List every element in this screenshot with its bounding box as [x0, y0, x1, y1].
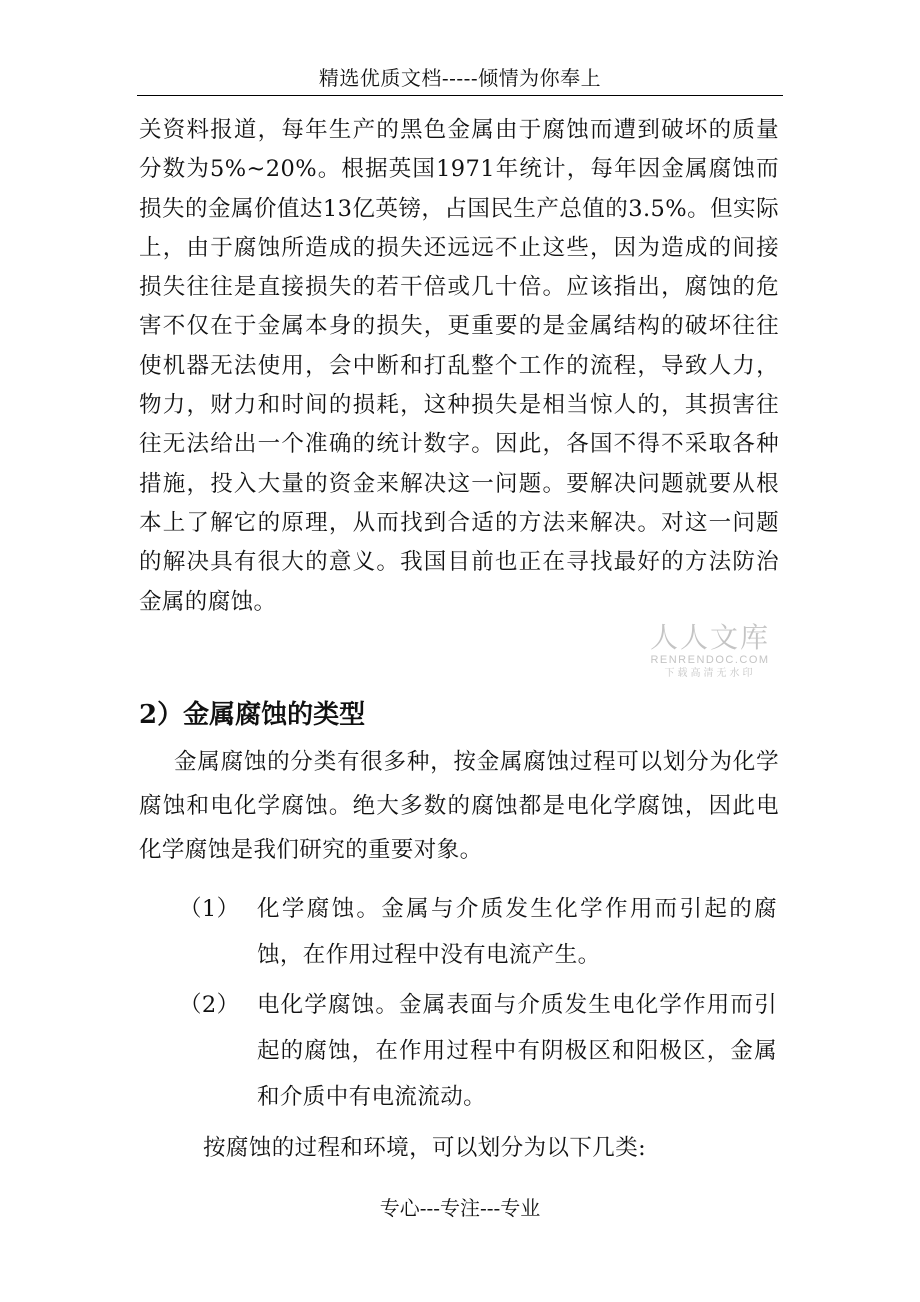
body-paragraph: 关资料报道，每年生产的黑色金属由于腐蚀而遭到破坏的质量分数为5%~20%。根据英国1971年统计，每年因金属腐蚀而损失的金属价值达13亿英镑，占国民生产总值的3.5%。但实际上，由于腐蚀所造成的损失还远远不止这些，因为造成的间接损失往往是直接损失的若干倍或几十倍。应该指出，腐蚀的危害不仅在于金属本身的损失，更重要的是金属结构的破坏往往使机器无法使用，会中断和打乱整个工作的流程，导致人力，物力，财力和时间的损耗，这种损失是相当惊人的，其损害往往无法给出一个准确的统计数字。因此，各国不得不采取各种措施，投入大量的资金来解决这一问题。要解决问题就要从根本上了解它的原理，从而找到合适的方法来解决。对这一问题的解决具有很大的意义。我国目前也正在寻找最好的方法防治金属的腐蚀。: [139, 117, 779, 615]
header-divider: [137, 95, 783, 96]
section-intro-paragraph: 金属腐蚀的分类有很多种，按金属腐蚀过程可以划分为化学腐蚀和电化学腐蚀。绝大多数的腐蚀都是电化学腐蚀，因此电化学腐蚀是我们研究的重要对象。: [139, 749, 779, 863]
list-item-text: 化学腐蚀。金属与介质发生化学作用而引起的腐蚀，在作用过程中没有电流产生。: [257, 896, 777, 968]
watermark-domain: RENRENDOC.COM: [650, 654, 770, 666]
closing-paragraph: 按腐蚀的过程和环境，可以划分为以下几类:: [203, 1135, 647, 1161]
watermark-slogan: 下载高清无水印: [664, 668, 756, 679]
list-item-number: （2）: [179, 992, 240, 1018]
section-heading: 2）金属腐蚀的类型: [139, 700, 366, 730]
page-footer: 专心---专注---专业: [379, 1196, 541, 1220]
page-header: 精选优质文档-----倾情为你奉上: [318, 66, 602, 90]
watermark: [645, 622, 775, 681]
list-item-number: （1）: [179, 896, 240, 922]
list-item-text: 电化学腐蚀。金属表面与介质发生电化学作用而引起的腐蚀，在作用过程中有阴极区和阳极区，金属和介质中有电流流动。: [257, 992, 777, 1110]
watermark-logo: 人人文库: [649, 622, 770, 653]
